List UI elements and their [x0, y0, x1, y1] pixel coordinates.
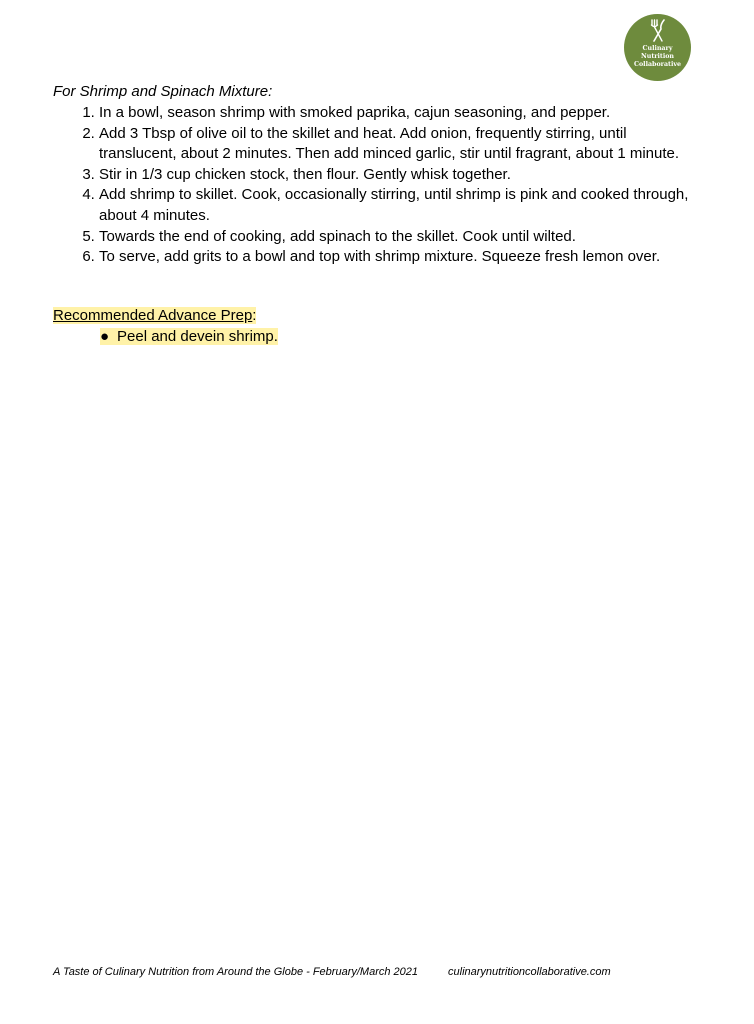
- footer-website: culinarynutritioncollaborative.com: [448, 966, 611, 978]
- step-item: 6. To serve, add grits to a bowl and top with shrimp mixture. Squeeze fresh lemon over.: [99, 247, 703, 268]
- step-item: 1. In a bowl, season shrimp with smoked paprika, cajun seasoning, and pepper.: [99, 103, 703, 124]
- advance-prep-colon: :: [252, 307, 257, 324]
- logo: [624, 14, 691, 81]
- fork-knife-icon: [647, 19, 669, 43]
- prep-item-text: Peel and devein shrimp.: [117, 328, 278, 345]
- step-item: 5. Towards the end of cooking, add spinach to the skillet. Cook until wilted.: [99, 227, 703, 248]
- advance-prep-list: [100, 327, 278, 347]
- step-item: 3. Stir in 1/3 cup chicken stock, then flour. Gently whisk together.: [99, 165, 703, 186]
- step-item: 2. Add 3 Tbsp of olive oil to the skillet and heat. Add onion, frequently stirring, until translucent, about 2 minutes. Then add minced garlic, stir until fragrant, about 1 minute.: [99, 124, 703, 165]
- steps-list: [53, 103, 703, 268]
- advance-prep-heading: [53, 306, 256, 326]
- footer: [53, 965, 611, 979]
- bullet-icon: ●: [100, 328, 110, 345]
- logo-text: [624, 45, 691, 69]
- logo-line: Collaborative: [633, 61, 682, 68]
- footer-title: A Taste of Culinary Nutrition from Around the Globe - February/March 2021: [53, 966, 419, 978]
- list-item: [100, 327, 278, 347]
- logo-line: Culinary: [642, 45, 673, 52]
- advance-prep-title: Recommended Advance Prep: [53, 307, 253, 324]
- logo-line: Nutrition: [640, 53, 675, 60]
- step-item: 4. Add shrimp to skillet. Cook, occasionally stirring, until shrimp is pink and cooked through, about 4 minutes.: [99, 185, 703, 226]
- section-heading: For Shrimp and Spinach Mixture:: [53, 83, 273, 100]
